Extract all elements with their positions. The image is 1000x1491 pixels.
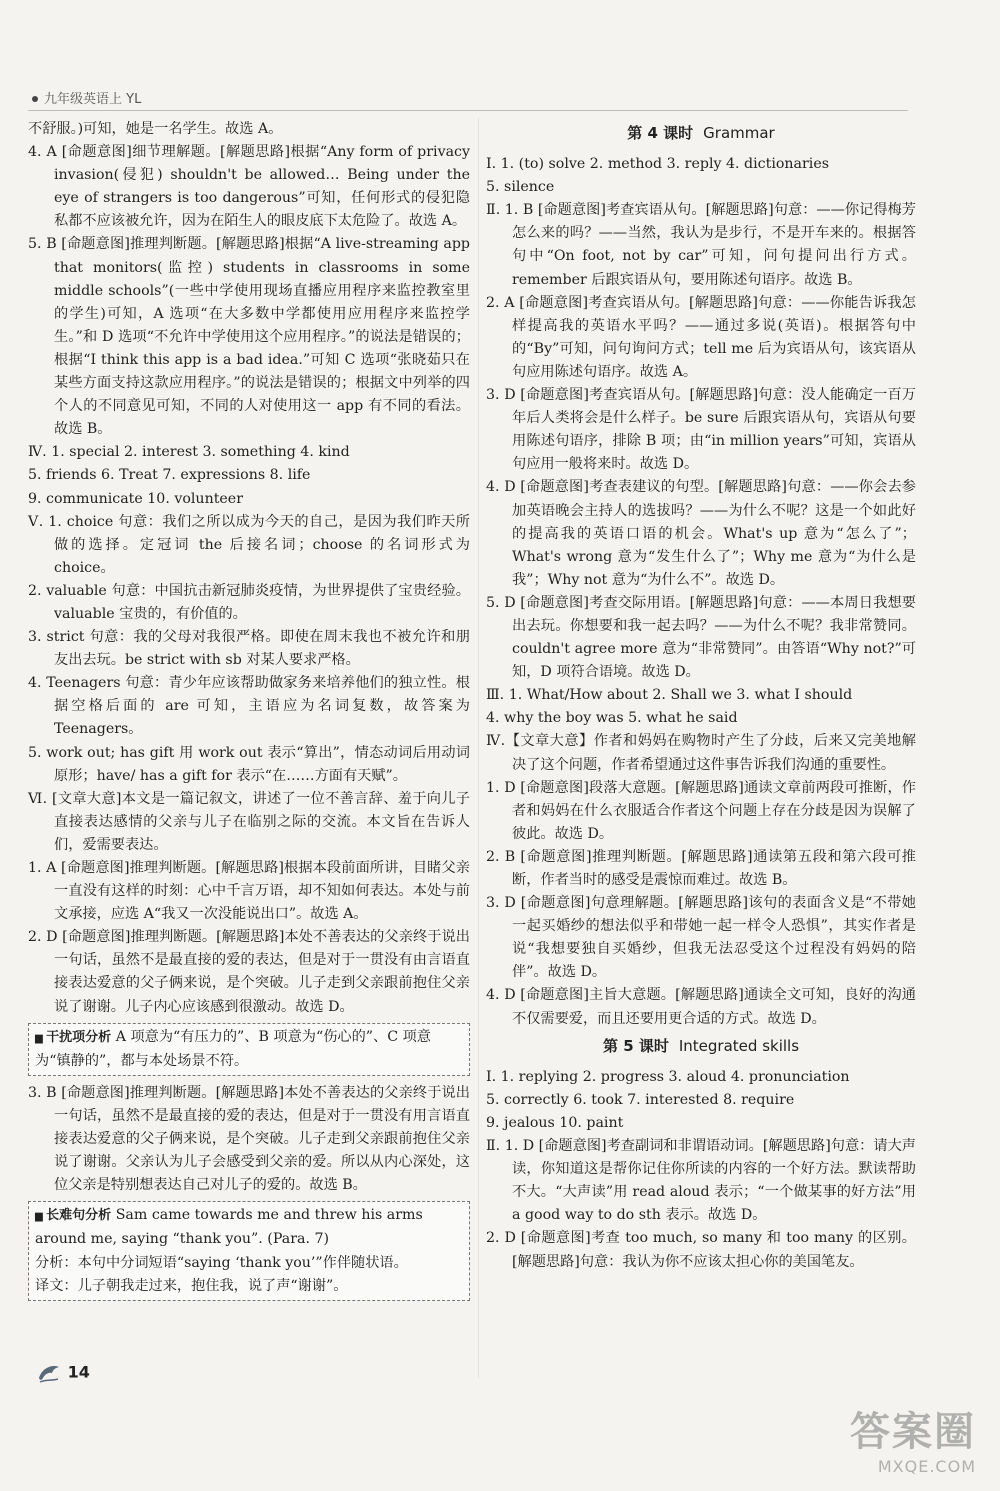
answer-paragraph: 3. D [命题意图]句意理解题。[解题思路]该句的表面含义是“不带她一起买婚纱的想法似乎和带她一起一样令人恐惧”，其实作者是说“我想要独自买婚纱，但我无法忍受这个过程没有妈妈的陪伴”。故选 D。	[486, 895, 916, 981]
answer-paragraph: 1. D [命题意图]段落大意题。[解题思路]通读文章前两段可推断，作者和妈妈在什么衣服适合作者这个问题上存在分歧是因为误解了彼此。故选 D。	[486, 779, 916, 842]
section-heading-4	[486, 122, 916, 145]
box-translation: 译文：儿子朝我走过来，抱住我，说了声“谢谢”。	[35, 1277, 348, 1294]
answer-line: 5. silence	[486, 179, 555, 196]
distractor-analysis-box	[28, 1023, 470, 1076]
section-title: Grammar	[703, 124, 775, 142]
answer-paragraph: 4. D [命题意图]主旨大意题。[解题思路]通读全文可知，良好的沟通不仅需要爱，而且还要用更合适的方式。故选 D。	[486, 987, 916, 1027]
section-title: Integrated skills	[678, 1036, 800, 1055]
bullet-icon	[32, 96, 38, 102]
box-sentence: Sam came towards me and threw his arms around me, saying “thank you”. (Para. 7)	[35, 1207, 423, 1248]
box-analysis: 分析：本句中分词短语“saying ‘thank you’”作伴随状语。	[35, 1254, 408, 1271]
watermark	[850, 1400, 976, 1476]
watermark-url: MXQE.COM	[877, 1457, 976, 1476]
header-title: 九年级英语上 YL	[44, 92, 142, 107]
dolphin-logo-icon	[36, 1360, 62, 1386]
column-divider	[478, 118, 479, 1378]
section-heading-5	[486, 1035, 916, 1058]
answer-line: 4. why the boy was 5. what he said	[486, 710, 738, 727]
answer-paragraph: Ⅱ. 1. D [命题意图]考查副词和非谓语动词。[解题思路]句意：请大声读，你知道这是帮你记住你所读的内容的一个好方法。默读帮助不大。“大声读”用 read aloud 表示；“一个做某事的好方法”用 a good way to do sth 表示。故选 D。	[486, 1138, 916, 1224]
answer-paragraph: 4. Teenagers 句意：青少年应该帮助做家务来培养他们的独立性。根据空格后面的 are 可知，主语应为名词复数，故答案为 Teenagers。	[28, 675, 470, 738]
answer-paragraph: 3. B [命题意图]推理判断题。[解题思路]本处不善表达的父亲终于说出一句话，虽然不是最直接的爱的表达，但是对于一贯没有用言语直接表达爱意的父子俩来说，是个突破。儿子走到父亲跟前抱住父亲说了谢谢。父亲认为儿子会感受到父亲的爱。所以从内心深处，这位父亲是特别想表达自己对儿子的爱的。故选 B。	[28, 1084, 470, 1194]
answer-line: 5. friends 6. Treat 7. expressions 8. life	[28, 467, 311, 484]
answer-line: 5. correctly 6. took 7. interested 8. require	[486, 1091, 795, 1108]
answer-line: Ⅰ. 1. replying 2. progress 3. aloud 4. pronunciation	[486, 1068, 850, 1085]
answer-paragraph: 不舒服。)可知，她是一名学生。故选 A。	[28, 121, 283, 137]
left-column	[28, 118, 470, 1307]
box-title: ▆ 干扰项分析	[35, 1030, 111, 1045]
answer-paragraph: 2. D [命题意图]考查 too much, so many 和 too many 的区别。[解题思路]句意：我认为你不应该太担心你的美国笔友。	[486, 1230, 916, 1270]
answer-line: Ⅰ. 1. (to) solve 2. method 3. reply 4. dictionaries	[486, 156, 829, 173]
answer-paragraph: Ⅱ. 1. B [命题意图]考查宾语从句。[解题思路]句意：——你记得梅芳怎么来的吗？——当然，我认为是步行，不是开车来的。根据答句中“On foot, not by car”可知，问句提问出行方式。remember 后跟宾语从句，要用陈述句语序。故选 B。	[486, 202, 916, 288]
page-number: 14	[67, 1362, 90, 1382]
answer-paragraph: 5. B [命题意图]推理判断题。[解题思路]根据“A live-streaming app that monitors(监控) students in classrooms in some middle schools”(一些中学使用现场直播应用程序来监控教室里的学生)可知，A 选项“在大多数中学都使用应用程序来监控学生。”和 D 选项“不允许中学使用这个应用程序。”的说法是错误的；根据“I think this app is a bad idea.”可知 C 选项“张晓茹只在某些方面支持这款应用程序。”的说法是错误的；根据文中列举的四个人的不同意见可知，不同的人对使用这一 app 有不同的看法。故选 B。	[28, 236, 470, 438]
answer-line: Ⅲ. 1. What/How about 2. Shall we 3. what I should	[486, 687, 853, 704]
box-text: A 项意为“有压力的”、B 项意为“伤心的”、C 项意为“镇静的”，都与本处场景不符。	[35, 1028, 431, 1069]
answer-paragraph: Ⅳ.【文章大意】作者和妈妈在购物时产生了分歧，后来又完美地解决了这个问题，作者希望通过这件事告诉我们沟通的重要性。	[486, 733, 916, 773]
box-title: ▆ 长难句分析	[35, 1208, 111, 1223]
answer-paragraph: 2. valuable 句意：中国抗击新冠肺炎疫情，为世界提供了宝贵经验。valuable 宝贵的，有价值的。	[28, 582, 470, 622]
section-number: 第 4 课时	[627, 124, 694, 142]
answer-line: Ⅳ. 1. special 2. interest 3. something 4. kind	[28, 444, 350, 461]
watermark-logo-text: 答案圈	[850, 1409, 976, 1455]
answer-paragraph: 4. D [命题意图]考查表建议的句型。[解题思路]句意：——你会去参加英语晚会主持人的选拔吗？——为什么不呢？这是一个如此好的提高我的英语口语的机会。What's up 意为“怎么了”；What's wrong 意为“发生什么了”；Why me 意为“为什么是我”；Why not 意为“为什么不”。故选 D。	[486, 479, 916, 588]
section-number: 第 5 课时	[602, 1036, 669, 1055]
page-footer	[36, 1360, 90, 1386]
right-column	[486, 118, 916, 1274]
answer-paragraph: 2. A [命题意图]考查宾语从句。[解题思路]句意：——你能告诉我怎样提高我的英语水平吗？——通过多说(英语)。根据答句中的“By”可知，问句询问方式；tell me 后为宾语从句，该宾语从句应用陈述句语序。故选 A。	[486, 294, 916, 380]
answer-paragraph: 5. work out; has gift 用 work out 表示“算出”，情态动词后用动词原形；have/ has a gift for 表示“在……方面有天赋”。	[28, 744, 470, 784]
answer-paragraph: 1. A [命题意图]推理判断题。[解题思路]根据本段前面所讲，目睹父亲一直没有这样的时刻：心中千言万语，却不知如何表达。本处与前文承接，应选 A“我又一次没能说出口”。故选 A。	[28, 860, 470, 923]
answer-paragraph: Ⅴ. 1. choice 句意：我们之所以成为今天的自己，是因为我们昨天所做的选择。定冠词 the 后接名词；choose 的名词形式为 choice。	[28, 513, 470, 576]
answer-paragraph: Ⅵ. [文章大意]本文是一篇记叙文，讲述了一位不善言辞、羞于向儿子直接表达感情的父亲与儿子在临别之际的交流。本文旨在告诉人们，爱需要表达。	[28, 790, 470, 853]
answer-paragraph: 2. D [命题意图]推理判断题。[解题思路]本处不善表达的父亲终于说出一句话，虽然不是最直接的爱的表达，但是对于一贯没有由言语直接表达爱意的父子俩来说，是个突破。儿子走到父亲跟前抱住父亲说了谢谢。儿子内心应该感到很激动。故选 D。	[28, 929, 470, 1015]
answer-paragraph: 5. D [命题意图]考查交际用语。[解题思路]句意：——本周日我想要出去玩。你想要和我一起去吗？——为什么不呢？我非常赞同。couldn't agree more 意为“非常赞同”。由答语“Why not?”可知，D 项符合语境。故选 D。	[486, 594, 916, 681]
answer-paragraph: 4. A [命题意图]细节理解题。[解题思路]根据“Any form of privacy invasion(侵犯) shouldn't be allowed… Being under the eye of strangers is too dangerous”可知，任何形式的侵犯隐私都不应该被允许，因为在陌生人的眼皮底下太危险了。故选 A。	[28, 144, 470, 230]
answer-paragraph: 3. strict 句意：我的父母对我很严格。即使在周末我也不被允许和朋友出去玩。be strict with sb 对某人要求严格。	[28, 629, 470, 669]
running-header	[28, 88, 908, 111]
sentence-analysis-box	[28, 1201, 470, 1300]
answer-paragraph: 2. B [命题意图]推理判断题。[解题思路]通读第五段和第六段可推断，作者当时的感受是震惊而难过。故选 B。	[486, 848, 916, 888]
answer-paragraph: 3. D [命题意图]考查宾语从句。[解题思路]句意：没人能确定一百万年后人类将会是什么样子。be sure 后跟宾语从句，宾语从句要用陈述句语序，排除 B 项；由“in million years”可知，宾语从句应用一般将来时。故选 D。	[486, 387, 916, 473]
answer-line: 9. communicate 10. volunteer	[28, 490, 243, 507]
answer-line: 9. jealous 10. paint	[486, 1114, 624, 1131]
